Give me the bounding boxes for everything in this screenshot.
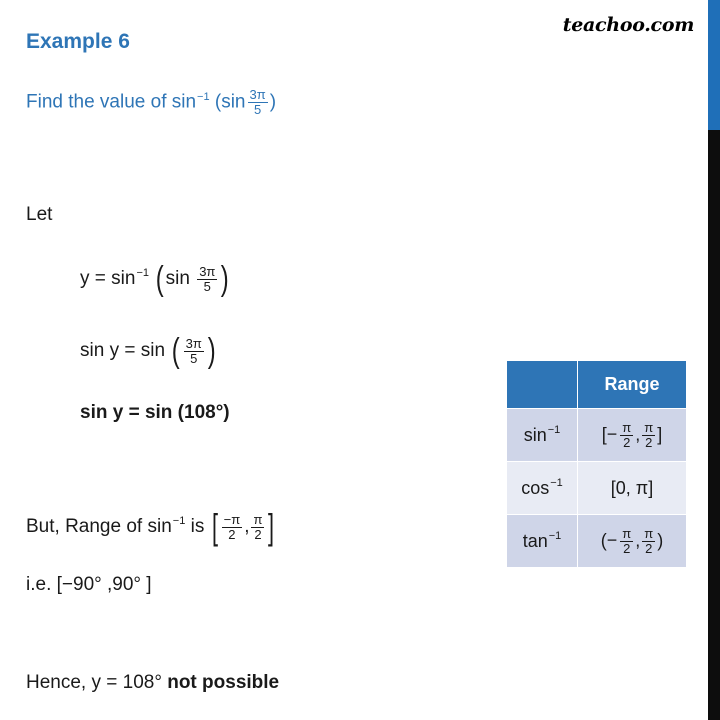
- paren-open: (: [155, 260, 164, 298]
- table-cell-range: [0, π]: [578, 462, 687, 515]
- fn-sup: −1: [547, 423, 561, 436]
- paren-close: ): [221, 260, 230, 298]
- step-line-1: [80, 260, 231, 298]
- fraction-denominator: 2: [254, 526, 262, 542]
- fraction-denominator: 2: [645, 434, 653, 450]
- range-sup: −1: [172, 515, 186, 528]
- paren-close: ): [657, 529, 664, 550]
- step1-fraction: [197, 265, 217, 294]
- fraction-numerator: 3π: [185, 335, 202, 351]
- table-cell-range: (− $\frac{\pi}{2}$ , $\frac{\pi}{2}$ ): [578, 515, 687, 568]
- conclusion: [26, 672, 279, 694]
- paren-open: (: [600, 529, 607, 550]
- fraction-denominator: 2: [623, 540, 631, 556]
- step1-lhs: y = sin: [80, 268, 136, 290]
- minus-sign: −: [606, 423, 618, 444]
- fraction-numerator: 3π: [249, 87, 266, 102]
- fraction-denominator: 5: [190, 350, 198, 366]
- question-fraction: [248, 88, 268, 117]
- bracket-open: [: [211, 506, 218, 547]
- range-prefix: But, Range of sin: [26, 516, 172, 538]
- fn-sup: −1: [550, 476, 563, 489]
- fraction-numerator: π: [622, 419, 632, 435]
- range-table: [506, 360, 687, 568]
- minus-sign: −: [606, 529, 618, 550]
- scrollbar-thumb[interactable]: [708, 0, 720, 130]
- bracket-open: [: [601, 423, 607, 444]
- bracket-close: ]: [657, 423, 663, 444]
- table-cell-fn: [507, 409, 578, 462]
- conclusion-prefix: Hence, y = 108°: [26, 672, 168, 693]
- fraction-numerator: −π: [223, 511, 241, 527]
- example-title: Example 6: [26, 30, 130, 53]
- step-line-3: sin y = sin (108°): [80, 402, 230, 423]
- range-fraction-2: [642, 527, 655, 556]
- step-line-2: [80, 332, 217, 370]
- fraction-numerator: π: [622, 525, 632, 541]
- table-row: [507, 409, 687, 462]
- table-row: [507, 462, 687, 515]
- let-label: Let: [26, 204, 53, 225]
- question-prefix: Find the value of sin: [26, 91, 197, 113]
- table-header-range: Range: [578, 361, 687, 409]
- step2-lhs: sin y = sin: [80, 340, 166, 362]
- fn-sup: −1: [548, 529, 562, 542]
- step1-inner: sin: [165, 268, 190, 290]
- question-text: [26, 88, 276, 117]
- fraction-numerator: 3π: [199, 263, 216, 279]
- fraction-numerator: π: [644, 419, 654, 435]
- range-fraction-2: [251, 513, 264, 542]
- step2-fraction: [184, 337, 204, 366]
- table-cell-range: [− $\frac{\pi}{2}$ , $\frac{\pi}{2}$ ]: [578, 409, 687, 462]
- brand-logo[interactable]: teachoo.com: [562, 14, 694, 36]
- fraction-denominator: 2: [623, 434, 631, 450]
- bracket-close: ]: [268, 506, 275, 547]
- fraction-denominator: 2: [645, 540, 653, 556]
- conclusion-bold: not possible: [167, 672, 280, 693]
- range-is: is: [190, 516, 205, 538]
- fraction-denominator: 2: [228, 526, 236, 542]
- range-statement: But, Range of $\sin^{-1}$ is [ $\frac{-\pi}{2}$ , $\frac{\pi}{2}$ ]: [26, 506, 275, 547]
- question-open: (sin: [214, 91, 246, 113]
- table-row: [507, 515, 687, 568]
- range-fraction-1: [222, 513, 243, 542]
- question-sup: −1: [197, 90, 210, 103]
- question-close: ): [269, 91, 277, 113]
- range-fraction-2: [642, 421, 655, 450]
- fn-name: cos: [521, 477, 550, 498]
- fraction-denominator: 5: [253, 102, 262, 117]
- range-fraction-1: [620, 421, 633, 450]
- range-degrees: i.e. [−90° ,90° ]: [26, 574, 152, 595]
- table-header-row: [507, 361, 687, 409]
- paren-close: ): [207, 332, 216, 370]
- step1-sup: −1: [136, 267, 149, 280]
- paren-open: (: [171, 332, 180, 370]
- table-cell-fn: [507, 515, 578, 568]
- fn-name: tan: [522, 530, 548, 551]
- table-cell-fn: [507, 462, 578, 515]
- fraction-denominator: 5: [203, 278, 211, 294]
- fn-name: sin: [523, 424, 547, 445]
- table-header-blank: [507, 361, 578, 409]
- range-fraction-1: [620, 527, 633, 556]
- fraction-numerator: π: [644, 525, 654, 541]
- fraction-numerator: π: [253, 511, 263, 527]
